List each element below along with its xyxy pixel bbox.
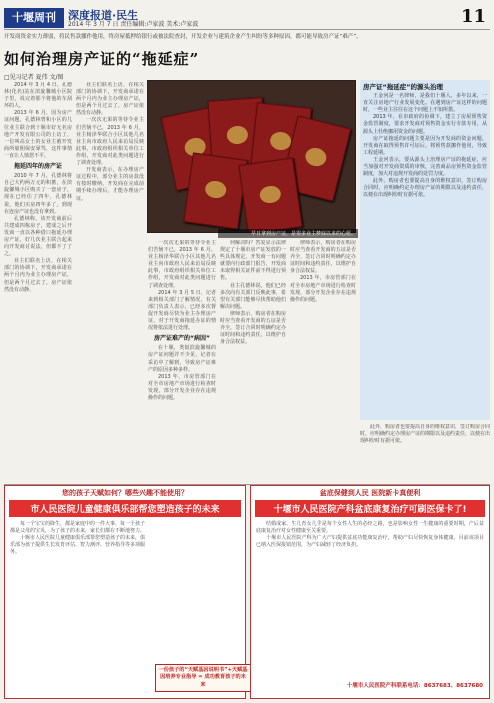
sidebar-title: 房产证“拖延症”的源头治理: [363, 83, 444, 91]
article-byline: □见习记者 夏伟 文/图: [4, 74, 64, 81]
paragraph: 2013 年，市房管部门在对全市房地产市场进行检查时发现，部分开发企业存在违规操作的问题。: [290, 275, 356, 303]
paragraph: 业主们联名上访，在相关部门的协调下，开发商承诺在两个月内为业主办理房产证，但是两个月过去了，房产证依然没有动静。: [4, 258, 72, 293]
ad-postpartum-care: [250, 485, 490, 699]
article-column-5: [290, 240, 356, 476]
paragraph: 每一个宝宝的降生，都是家庭中的一件大事，每一个孩子都是父母的宝贝，为了孩子的未来，家长们都在不断地努力。: [10, 521, 146, 535]
ad-body: [251, 519, 489, 679]
page-header: [4, 6, 490, 30]
paragraph: 律师表示，购房者在购房时应当查看开发商的五证是否齐全，签订合同时明确约定办证时间和违约责任，以维护自身合法权益。: [290, 240, 356, 275]
section-title: 深度报道·民生: [68, 9, 139, 22]
ad-body: [5, 519, 150, 689]
article-column-1: [4, 82, 72, 480]
article-lead: 开发商资金实力薄弱，将民售款挪作他用，终房屋抵押给银行或被法院查封，开发企业与建筑企业产生纠纷等多种原因，都可能导致房产证“难产”。: [4, 34, 362, 40]
photo-caption: 早日拿到房产证，是很多业主梦寐以求的心愿。: [218, 229, 358, 238]
article-column-3: [148, 240, 216, 476]
paragraph: 2014 年 3 月 4 日，孔德林(化名)站在滨旋馨城小区院子里，说完着那个将他的车刮坏的人。: [4, 82, 72, 110]
paragraph: 2013 年，市房管部门在对全市房地产市场进行检查时发现，部分开发企业存在违规操作的问题。: [148, 373, 216, 401]
page-number: 11: [460, 6, 486, 27]
ad-title: 十堰市人民医院产科盆底康复治疗可刷医保卡了!: [255, 500, 485, 517]
paragraph: 王金河表示，要从源头上治理房产证的拖延症，应当加强对开发商资质的审核，完善商品房预售资金监管制度，加大对违规开发商的处罚力度。: [363, 156, 487, 178]
ad-contact: 十堰市人民医院产科联系电话：8637683、8637680: [346, 683, 483, 689]
paragraph: 孔德林称，该开发商前后共建成四栋房子，建成之后开发商一直以各种借口拖延办理房产证，好几次业主联合起来向开发商讨说法，但都不了了之。: [4, 215, 72, 258]
paragraph: 王金河是一名律师，是我们十堰人，多年以来，一直关注房地产行业发展变化。在遇到房产证这样的问题时，一些业主往往在这个问题上不知所措。: [363, 93, 487, 114]
paragraph: 此外，购房者也要提高自身的维权意识，签订购房合同时，应明确约定办理房产证的期限以及违约责任，以便在出现纠纷时有据可依。: [363, 178, 487, 199]
article-column-6: [360, 424, 490, 480]
article-headline: 如何治理房产证的“拖延症”: [4, 50, 200, 68]
paragraph: 十堰市人民医院产科为广大产妇提供盆底功能康复治疗，帮助产妇尽快恢复身体健康，目前该项目已纳入医保报销范围，为产妇减轻了经济负担。: [256, 535, 484, 549]
ad-promo-box: 一份孩子的“天赋基因说明书”+天赋基因培养专业指导 = 成功教育孩子的未来: [155, 664, 251, 692]
article-column-2: [76, 82, 144, 480]
paragraph: 开发商表示，在办理房产证过程中，部分业主的房款没有按时缴纳，开发商在完成前期手续办理后，才能办理房产证。: [76, 167, 144, 202]
property-certificates-photo: [147, 80, 356, 233]
article-column-4: [220, 240, 286, 476]
paragraph: 十堰市人民医院儿童健康俱乐部帮您塑造孩子的未来，俱乐部为孩子提供生长发育评估、智力测评、营养指导等多项服务。: [10, 535, 146, 556]
paragraph: 此外，购房者也要提高自身的维权意识，签订购房合同时，应明确约定办理房产证的期限以及违约责任，以便在出现纠纷时有据可依。: [360, 424, 490, 445]
paragraph: 业主孔德林说，他们已经多次向有关部门反映此事，希望有关部门能够尽快帮助他们解决问题。: [220, 282, 286, 310]
subheading: 房产证难产的“病因”: [154, 335, 210, 343]
subheading: 拖延四年的房产证: [13, 163, 62, 171]
paragraph: 2010 年 7 月，孔德林将自己大约两万元的积蓄，在滨旋馨城小区购买了一套房子，现在已经住了四年，孔德林说，他们买房四年多了，到现在连房产证也没有拿到。: [4, 173, 72, 215]
paragraph: 房产证拖延的问题主要是因为开发商的资金问题，开发商在取得预售许可证后，将预售款挪作他用，导致工程延期。: [363, 135, 487, 156]
ad-tagline: 您的孩子天赋如何？哪些兴趣不能使用？: [62, 489, 188, 497]
paragraph: 一次次无果的等待令业主们苦恼不已，2013 年 6 月，业主杨泽华联合小区其他几名业主向市政府人民来访局反映此事，市政府组织相关单位工作组，开发商对此类问题进行了调查处理。: [76, 117, 144, 167]
paragraph: 2013 年，在市政府的协调下，建立了房屋预售资金监管制度，要求开发商对预售资金实行专款专用，从源头上杜绝挪用资金的问题。: [363, 114, 487, 135]
paragraph: 结婚成家、生儿育女几乎是每个女性人生的必经之路，也是影响女性一生健康的重要时期，产后盆底康复治疗对女性健康至关重要。: [256, 521, 484, 535]
paragraph: 何解决吗？答复显示法律规定了十堰市房产证发放的一些具体规定，开发商一有问题就要向行政部门报告，开发商未取得相关证件前不得进行预售。: [220, 240, 286, 282]
date-line: 2014 年 3 月 7 日 责任编辑:卢家波 美术:卢家波: [68, 21, 199, 28]
ad-title: 市人民医院儿童健康俱乐部帮您塑造孩子的未来: [9, 500, 241, 517]
paragraph: 2014 年 3 月 5 日，记者来到相关部门了解情况，有关部门负责人表示，已经多次督促开发商尽快为业主办理房产证，对于开发商拖延办证的情况将依法进行处理。: [148, 289, 216, 332]
paragraph: 律师表示，购房者在购房时应当查看开发商的五证是否齐全，签订合同时明确约定办证时间和违约责任，以维护自身合法权益。: [220, 310, 286, 346]
ad-childrens-club: [4, 485, 246, 699]
paragraph: 业主们联名上访，在相关部门的协调下，开发商承诺在两个月内为业主办理房产证，但是两个月过去了，房产证依然没有动静。: [76, 82, 144, 117]
paragraph: 在十堰，类似滨旋馨城的房产证问题并不少见，记者在采访中了解到，导致房产证难产的原因多种多样。: [148, 345, 216, 373]
paragraph: 2013 年 6 月，因为房产证问题，孔德林曾和小区的几位业主联合到十堰市好无名房地产开发有限公司的上访了，一位叫高女士的女业主被开发商所雇佣保安辱骂，这件事情一直让人愤怒不平。: [4, 110, 72, 159]
ad-headline: 盆底保健到人民 医院新卡真便利: [319, 489, 421, 497]
paragraph: 一次次无果的等待令业主们苦恼不已，2013 年 6 月，业主杨泽华联合小区其他几名业主向市政府人民来访局反映此事，市政府组织相关单位工作组，开发商对此类问题进行了调查处理。: [148, 240, 216, 289]
sidebar-box: [360, 80, 490, 420]
weekly-logo: 十堰周刊: [4, 8, 64, 28]
